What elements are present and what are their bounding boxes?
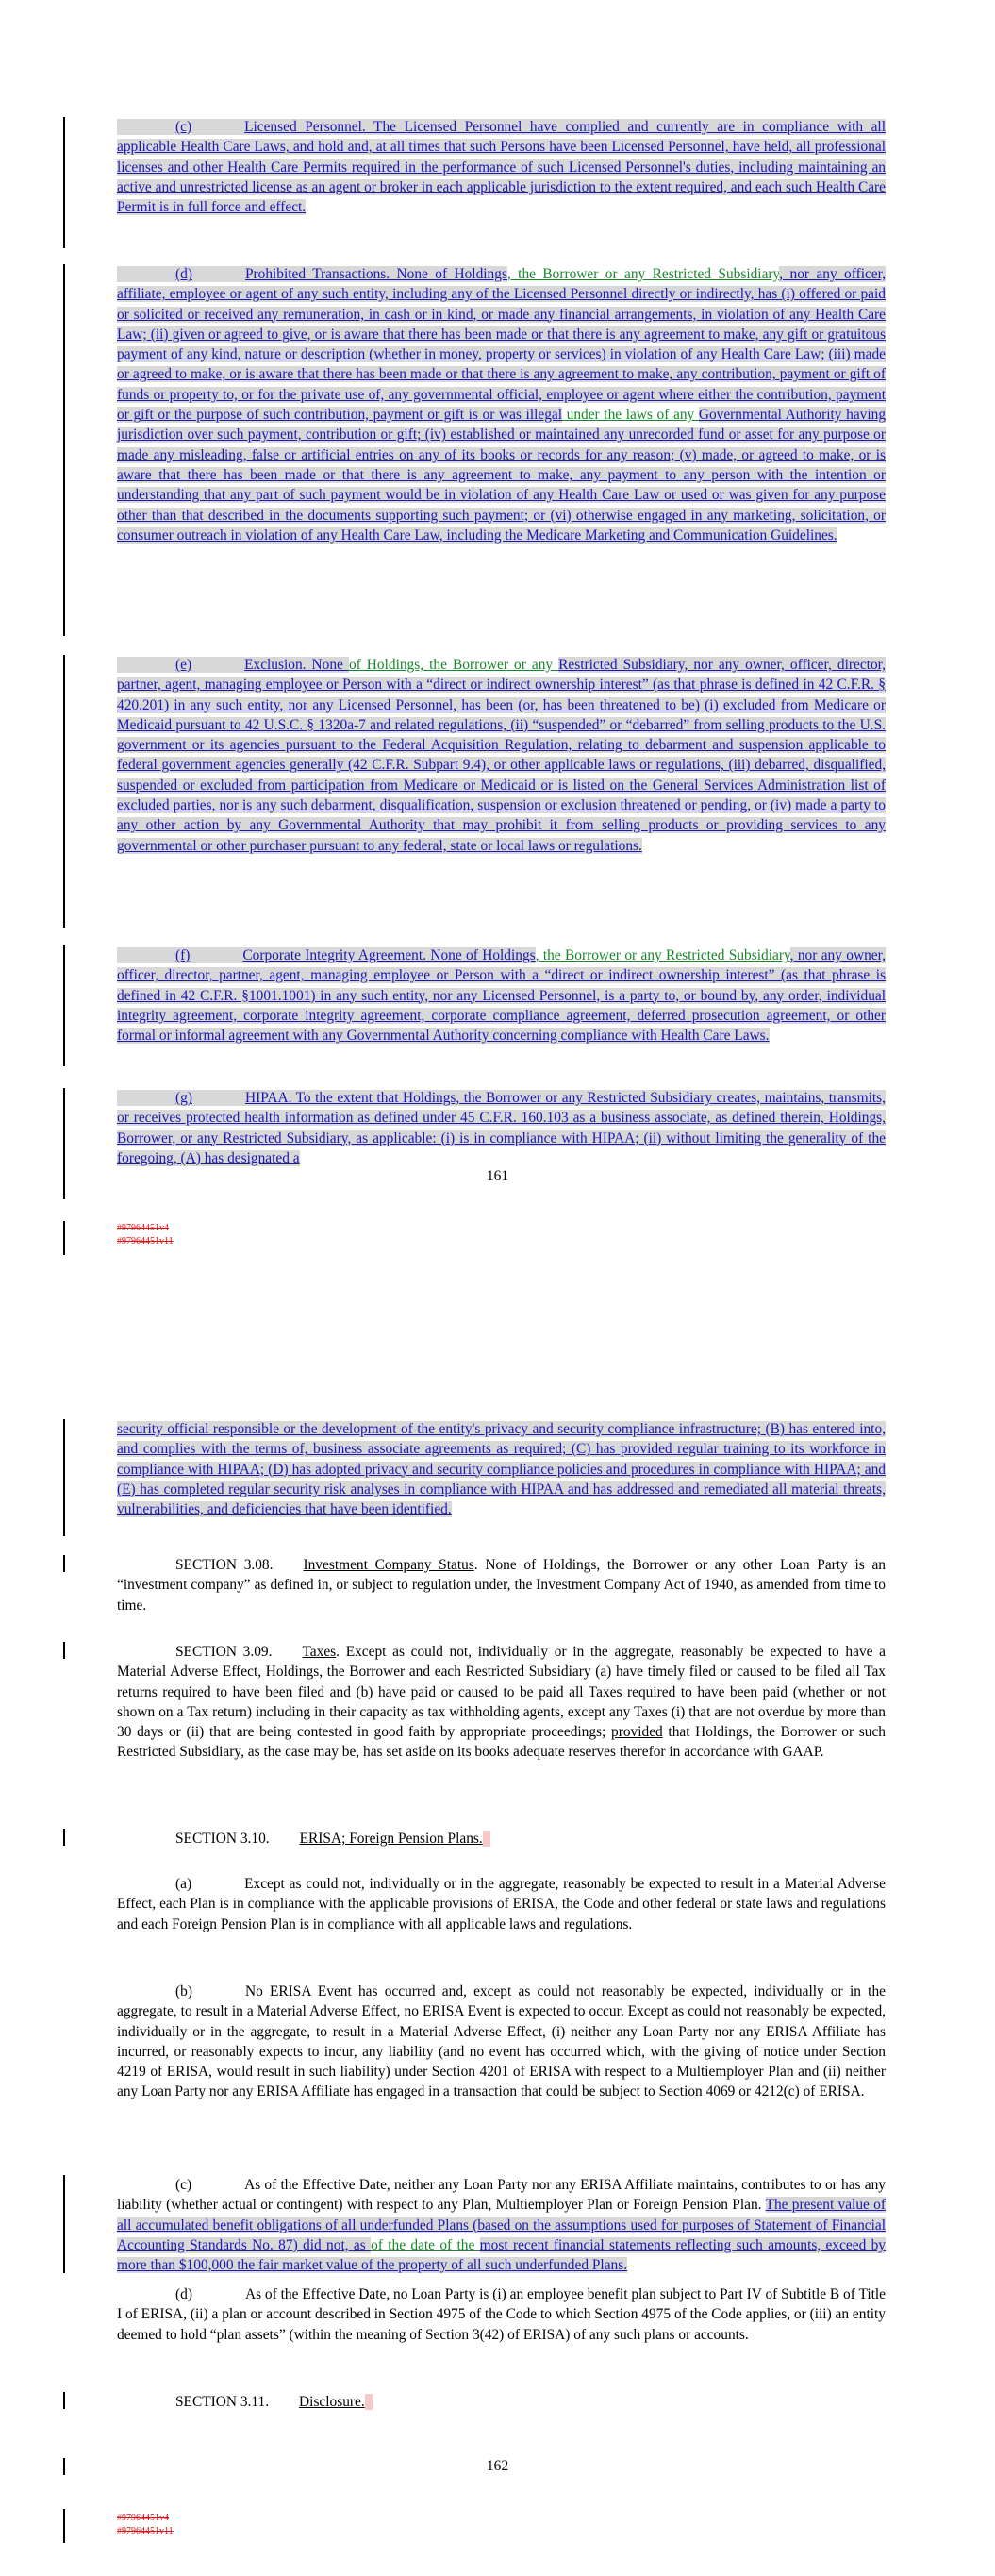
para-text: Prohibited Transactions. None of Holdings (244, 266, 507, 282)
para-text: Corporate Integrity Agreement. None of Holdings (242, 947, 536, 963)
para-label: (b) (175, 1983, 192, 1999)
para-corporate-integrity (117, 945, 886, 1045)
para-label: (c) (175, 119, 192, 135)
para-text: Governmental Authority having jurisdiction over such payment, contribution or gift; (iv) established or maintained any unrecorded fund or asset for any purpose or made any misleading, false or artificial entries on any of its books or records for any reason; (v) made, or agreed to make, or is aware that there has been made or that there is any agreement to make, any payment to any person with the intention or understanding that any part of such payment would be in violation of any Health Care Law or used or was given for any purpose other than that described in the documents supporting such payment; or (vi) otherwise engaged in any marketing, solicitation, or consumer outreach in violation of any Health Care Law, including the Medicare Marketing and Communication Guidelines. (117, 407, 887, 544)
change-bar (63, 1555, 65, 1572)
change-bar (63, 2392, 65, 2409)
para-text: Licensed Personnel. The Licensed Personnel have complied and currently are in compliance with all applicable Health Care Laws, and hold and, at all times that such Persons have been Licensed Personnel, have held, all professional licenses and other Health Care Permits required in the performance of such Licensed Personnel's duties, including maintaining an active and unrestricted license as an agent or broker in each applicable jurisdiction to the extent required, and each such Health Care Permit is in full force and effect. (117, 119, 886, 216)
para-licensed-personnel (117, 117, 886, 217)
change-bar (63, 1829, 65, 1846)
section-label: SECTION 3.09. (175, 1644, 273, 1660)
para-text: Restricted Subsidiary, nor any owner, officer, director, partner, agent, managing employee or Person with a “direct or indirect ownership interest” (as that phrase is defined in 42 C.F.R. § 420.201) in any such entity, nor any Licensed Personnel, has been (or, has been threatened to be) (i) excluded from Medicare or Medicaid pursuant to 42 U.S.C. § 1320a-7 and related regulations, (ii) “suspended” or “debarred” from selling products to the U.S. government or its agencies pursuant to the Federal Acquisition Regulation, relating to debarment and suspension applicable to federal government agencies generally (42 C.F.R. Subpart 9.4), or other applicable laws or regulations, (iii) debarred, disqualified, suspended or excluded from participation from Medicare or Medicaid or is listed on the General Services Administration list of excluded parties, nor is any such debarment, disqualification, suspension or exclusion threatened or pending, or (iv) made a party to any other action by any Governmental Authority that may prohibit it from selling products or providing services to any governmental or other purchaser pursuant to any federal, state or local laws or regulations. (117, 657, 887, 854)
para-text: As of the Effective Date, no Loan Party is (i) an employee benefit plan subject to Part IV of Subtitle B of Title I of ERISA, (ii) a plan or account described in Section 4975 of the Code to which Section 4975 of the Code applies, or (iii) an entity deemed to hold “plan assets” (within the meaning of Section 3(42) of ERISA) of any such plans or accounts. (117, 2286, 886, 2343)
inserted-text: of the date of the (371, 2236, 480, 2253)
section-label: SECTION 3.08. (175, 1557, 274, 1573)
para-text: Exclusion. None (244, 657, 349, 673)
para-label: (e) (175, 657, 192, 673)
section-text: . Except as could not, individually or in the aggregate, reasonably be expected to have a Material Adverse Effect, Holdings, the Borrower and each Restricted Subsidiary (a) have timely filed or caused to be filed all Tax returns required to have been filed and (b) have paid or caused to be paid all Taxes required to have been paid (whether or not shown on a Tax return) including in their capacity as tax withholding agents, except any Taxes (i) that are not overdue by more than 30 days or (ii) that are being contested in good faith by appropriate proceedings; (117, 1644, 886, 1741)
page-162 (0, 1288, 995, 2576)
para-label: (a) (175, 1876, 192, 1892)
section-label: SECTION 3.10. (175, 1831, 270, 1847)
para-label: (g) (175, 1090, 192, 1106)
para-label: (d) (175, 266, 192, 282)
para-label: (c) (175, 2177, 192, 2193)
section-3-08 (117, 1555, 886, 1615)
para-text: most recent financial statements reflecting such amounts, exceed by more than $100,000 the fair market value of the property of all such underfunded Plans. (117, 2236, 887, 2274)
document-id-old: #97964451v4 (117, 2513, 169, 2523)
para-label: (d) (175, 2286, 192, 2302)
change-bar (63, 264, 65, 636)
change-bar (63, 945, 65, 1066)
para-text: , nor any owner, officer, director, partner, agent, managing employee or Person with a “direct or indirect ownership interest” (as that phrase is defined in 42 C.F.R. §1001.1001) in any such entity, nor any Licensed Personnel, is a party to, or bound by, any order, individual integrity agreement, corporate integrity agreement, corporate compliance agreement, deferred prosecution agreement, or other formal or informal agreement with any Governmental Authority concerning compliance with Health Care Laws. (117, 947, 886, 1045)
change-bar (63, 2175, 65, 2273)
section-3-10-a (117, 1874, 886, 1934)
section-title: Taxes (302, 1644, 337, 1660)
section-title: Investment Company Status (303, 1557, 474, 1573)
deletion-marker (483, 1831, 490, 1847)
change-bar (63, 2509, 65, 2543)
change-bar (63, 1221, 65, 1255)
change-bar (63, 655, 65, 928)
section-3-10-d (117, 2284, 886, 2345)
para-text: The present value of all accumulated benefit obligations of all underfunded Plans (based on the assumptions used for purposes of Statement of Financial Accounting Standards No. 87) did not, as (117, 2197, 886, 2253)
document-id-old: #97964451v4 (117, 1223, 169, 1233)
inserted-text: under the laws of any (562, 407, 699, 424)
para-hipaa (117, 1088, 886, 1168)
section-title: ERISA; Foreign Pension Plans. (299, 1831, 483, 1847)
document-id-new: #97964451v11 (117, 2526, 174, 2536)
para-text: security official responsible or the development of the entity's privacy and security compliance infrastructure; (B) has entered into, and complies with the terms of, business associate agreements as required; (C) has provided regular training to its workforce in compliance with HIPAA; (D) has adopted privacy and security compliance policies and procedures in compliance with HIPAA; and (E) has completed regular security risk analyses in compliance with HIPAA and has addressed and remediated all material threats, vulnerabilities, and deficiencies that have been identified. (117, 1421, 886, 1518)
inserted-text: , the Borrower or any Restricted Subsidiary (506, 266, 780, 282)
para-text: As of the Effective Date, neither any Loan Party nor any ERISA Affiliate maintains, contributes to or has any liability (whether actual or contingent) with respect to any Plan, Multiemployer Plan or Foreign Pension Plan. (117, 2177, 886, 2214)
inserted-text: , the Borrower or any Restricted Subsidiary (535, 947, 790, 963)
section-3-10-b (117, 1982, 886, 2102)
change-bar (63, 1170, 65, 1187)
change-bar (63, 2458, 65, 2475)
section-3-10-c (117, 2175, 886, 2275)
inserted-text: of Holdings, the Borrower or any (348, 657, 559, 673)
section-3-10-heading (117, 1829, 886, 1848)
section-label: SECTION 3.11. (175, 2394, 270, 2410)
change-bar (63, 1419, 65, 1536)
para-exclusion (117, 655, 886, 856)
section-3-09 (117, 1642, 886, 1763)
para-hipaa-continued (117, 1419, 886, 1519)
para-text: HIPAA. To the extent that Holdings, the Borrower or any Restricted Subsidiary creates, maintains, transmits, or receives protected health information as defined under 45 C.F.R. 160.103 as a business associate, as defined therein, Holdings, Borrower, or any Restricted Subsidiary, as applicable: (i) is in compliance with HIPAA; (ii) without limiting the generality of the foregoing, (A) has designated a (117, 1090, 886, 1166)
page-number: 162 (486, 2458, 509, 2474)
document-id-new: #97964451v11 (117, 1236, 174, 1246)
section-text: that Holdings, the Borrower or such Restricted Subsidiary, as the case may be, has set aside on its books adequate reserves therefor in accordance with GAAP. (117, 1724, 886, 1761)
para-label: (f) (175, 947, 191, 963)
section-text: . None of Holdings, the Borrower or any other Loan Party is an “investment company” as defined in, or subject to regulation under, the Investment Company Act of 1940, as amended from time to time. (117, 1557, 886, 1614)
page-number: 161 (486, 1168, 509, 1184)
para-text: Except as could not, individually or in the aggregate, reasonably be expected to result in a Material Adverse Effect, each Plan is in compliance with the applicable provisions of ERISA, the Code and other federal or state laws and regulations and each Foreign Pension Plan is in compliance with all applicable laws and regulations. (117, 1876, 886, 1932)
section-title: Disclosure. (299, 2394, 365, 2410)
deletion-marker (365, 2394, 373, 2410)
section-3-11 (117, 2392, 886, 2412)
para-text: , nor any officer, affiliate, employee or agent of any such entity, including any of the Licensed Personnel directly or indirectly, has (i) offered or paid or solicited or received any remuneration, in cash or in kind, or made any financial arrangements, in violation of any Health Care Law; (ii) given or agreed to give, or is aware that there has been made or that there is any agreement to make, any gift or gratuitous payment of any kind, nature or description (whether in money, property or services) in violation of any Health Care Law; (iii) made or agreed to make, or is aware that there has been made or that there is any agreement to make, any contribution, payment or gift of funds or property to, or for the private use of, any governmental official, employee or agent where either the contribution, payment or gift or the purpose of such contribution, payment or gift is or was illegal (117, 266, 886, 424)
change-bar (63, 1642, 65, 1659)
para-prohibited-transactions (117, 264, 886, 545)
change-bar (63, 117, 65, 248)
provided-term: provided (611, 1724, 663, 1741)
para-text: No ERISA Event has occurred and, except as could not reasonably be expected, individually or in the aggregate, to result in a Material Adverse Effect, no ERISA Event is expected to occur. Except as could not reasonably be expected, individually or in the aggregate, to result in a Material Adverse Effect, (i) neither any Loan Party nor any ERISA Affiliate has incurred, or reasonably expects to incur, any liability (and no event has occurred which, with the giving of notice under Section 4219 of ERISA, would result in such liability) under Section 4201 of ERISA with respect to a Multiemployer Plan and (ii) neither any Loan Party nor any ERISA Affiliate has engaged in a transaction that could be subject to Section 4069 or 4212(c) of ERISA. (117, 1983, 886, 2100)
